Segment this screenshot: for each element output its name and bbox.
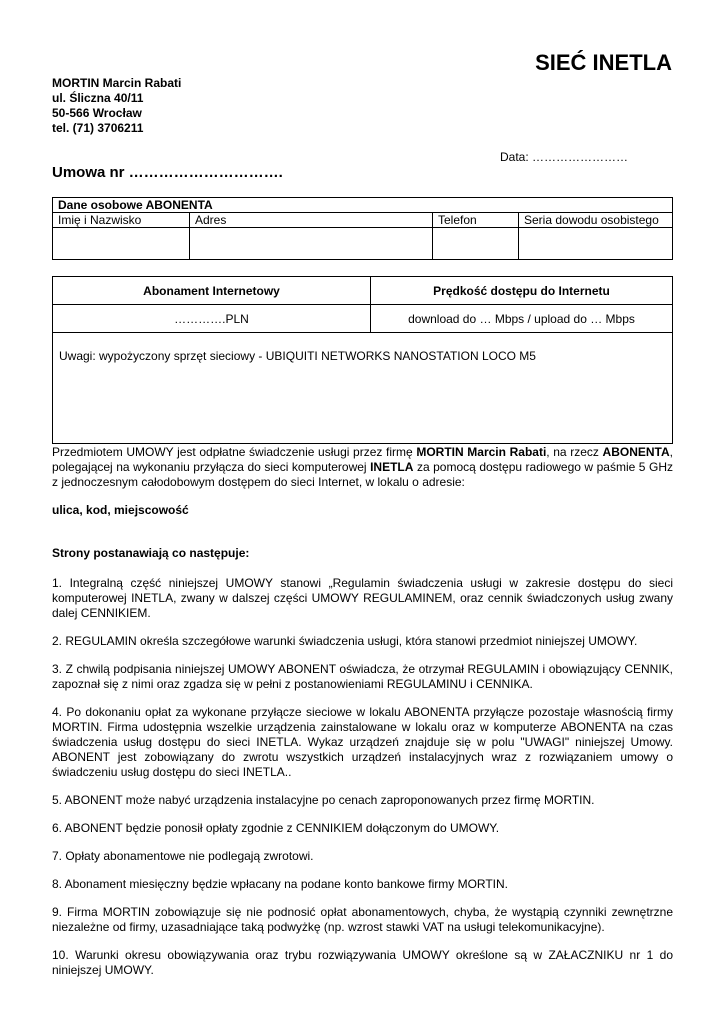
clause-4: 4. Po dokonaniu opłat za wykonane przyłącze sieciowe w lokalu ABONENTA przyłącze pozostaje własnością firmy MORTIN. Firma udostępnia wszelkie urządzenia zainstalowane w lokalu oraz w komputerze ABONENTA na czas świadczenia usług dostępu do sieci INETLA. Wykaz urządzeń znajduje się w polu "UWAGI" niniejszej Umowy. ABONENT jest zobowiązany do zwrotu wszystkich urządzeń instalacyjnych wraz z rozwiązaniem umowy o świadczeniu usług dostępu do sieci INETLA.. xyxy=(52,705,673,779)
company-street: ul. Śliczna 40/11 xyxy=(52,91,144,105)
cell-phone-value xyxy=(433,228,519,260)
clause-8: 8. Abonament miesięczny będzie wpłacany na podane konto bankowe firmy MORTIN. xyxy=(52,877,509,891)
clause-1: 1. Integralną część niniejszej UMOWY stanowi „Regulamin świadczenia usługi w zakresie dostępu do sieci komputerowej INETLA, zwany w dalszej części UMOWY REGULAMINEM, oraz cennik świadczonych usług zwany dalej CENNIKIEM. xyxy=(52,576,673,620)
clause-6: 6. ABONENT będzie ponosił opłaty zgodnie z CENNIKIEM dołączonym do UMOWY. xyxy=(52,821,500,835)
clause-5: 5. ABONENT może nabyć urządzenia instalacyjne po cenach zaproponowanych przez firmę MORTIN. xyxy=(52,793,595,807)
subscription-price: ………….PLN xyxy=(53,305,371,333)
clause-9: 9. Firma MORTIN zobowiązuje się nie podnosić opłat abonamentowych, chyba, że wystąpią czynniki zewnętrzne niezależne od firmy, uzasadniające taką podwyżkę (np. wzrost stawki VAT na usługi telekomunikacyjne). xyxy=(52,905,673,934)
clause-3: 3. Z chwilą podpisania niniejszej UMOWY ABONENT oświadcza, że otrzymał REGULAMIN i obowiązujący CENNIK, zapoznał się z nimi oraz zgadza się w pełni z postanowieniami REGULAMINU i CENNIKA. xyxy=(52,662,673,691)
notes-cell: Uwagi: wypożyczony sprzęt sieciowy - UBIQUITI NETWORKS NANOSTATION LOCO M5 xyxy=(53,333,673,444)
cell-id-series-value xyxy=(519,228,673,260)
terms-heading: Strony postanawiają co następuje: xyxy=(52,546,250,560)
subscription-header: Abonament Internetowy xyxy=(53,277,371,305)
speed-value: download do … Mbps / upload do … Mbps xyxy=(371,305,673,333)
contract-number: Umowa nr …………………………. xyxy=(52,164,283,181)
column-phone: Telefon xyxy=(433,213,519,228)
clause-7: 7. Opłaty abonamentowe nie podlegają zwrotowi. xyxy=(52,849,314,863)
clause-10: 10. Warunki okresu obowiązywania oraz trybu rozwiązywania UMOWY określone są w ZAŁACZNIKU nr 1 do niniejszej UMOWY. xyxy=(52,948,673,977)
page-title: SIEĆ INETLA xyxy=(535,50,672,75)
contract-body xyxy=(52,445,673,991)
company-address xyxy=(52,76,181,136)
company-city: 50-566 Wrocław xyxy=(52,106,142,120)
speed-header: Prędkość dostępu do Internetu xyxy=(371,277,673,305)
subscriber-data-table xyxy=(52,197,673,260)
subscriber-table-title: Dane osobowe ABONENTA xyxy=(53,198,673,213)
address-line: ulica, kod, miejscowość xyxy=(52,503,189,517)
cell-name-value xyxy=(53,228,190,260)
cell-address-value xyxy=(190,228,433,260)
column-name: Imię i Nazwisko xyxy=(53,213,190,228)
intro-paragraph: Przedmiotem UMOWY jest odpłatne świadczenie usługi przez firmę MORTIN Marcin Rabati, na rzecz ABONENTA, polegającej na wykonaniu przyłącza do sieci komputerowej INETLA za pomocą dostępu radiowego w paśmie 5 GHz z jednoczesnym całodobowym dostępem do sieci Internet, w lokalu o adresie: xyxy=(52,445,673,489)
column-address: Adres xyxy=(190,213,433,228)
column-id-series: Seria dowodu osobistego xyxy=(519,213,673,228)
clause-2: 2. REGULAMIN określa szczegółowe warunki świadczenia usługi, która stanowi przedmiot niniejszej UMOWY. xyxy=(52,634,638,648)
company-name: MORTIN Marcin Rabati xyxy=(52,76,182,90)
service-table xyxy=(52,276,673,444)
company-phone: tel. (71) 3706211 xyxy=(52,121,144,135)
date-field: Data: …………………… xyxy=(500,150,629,164)
